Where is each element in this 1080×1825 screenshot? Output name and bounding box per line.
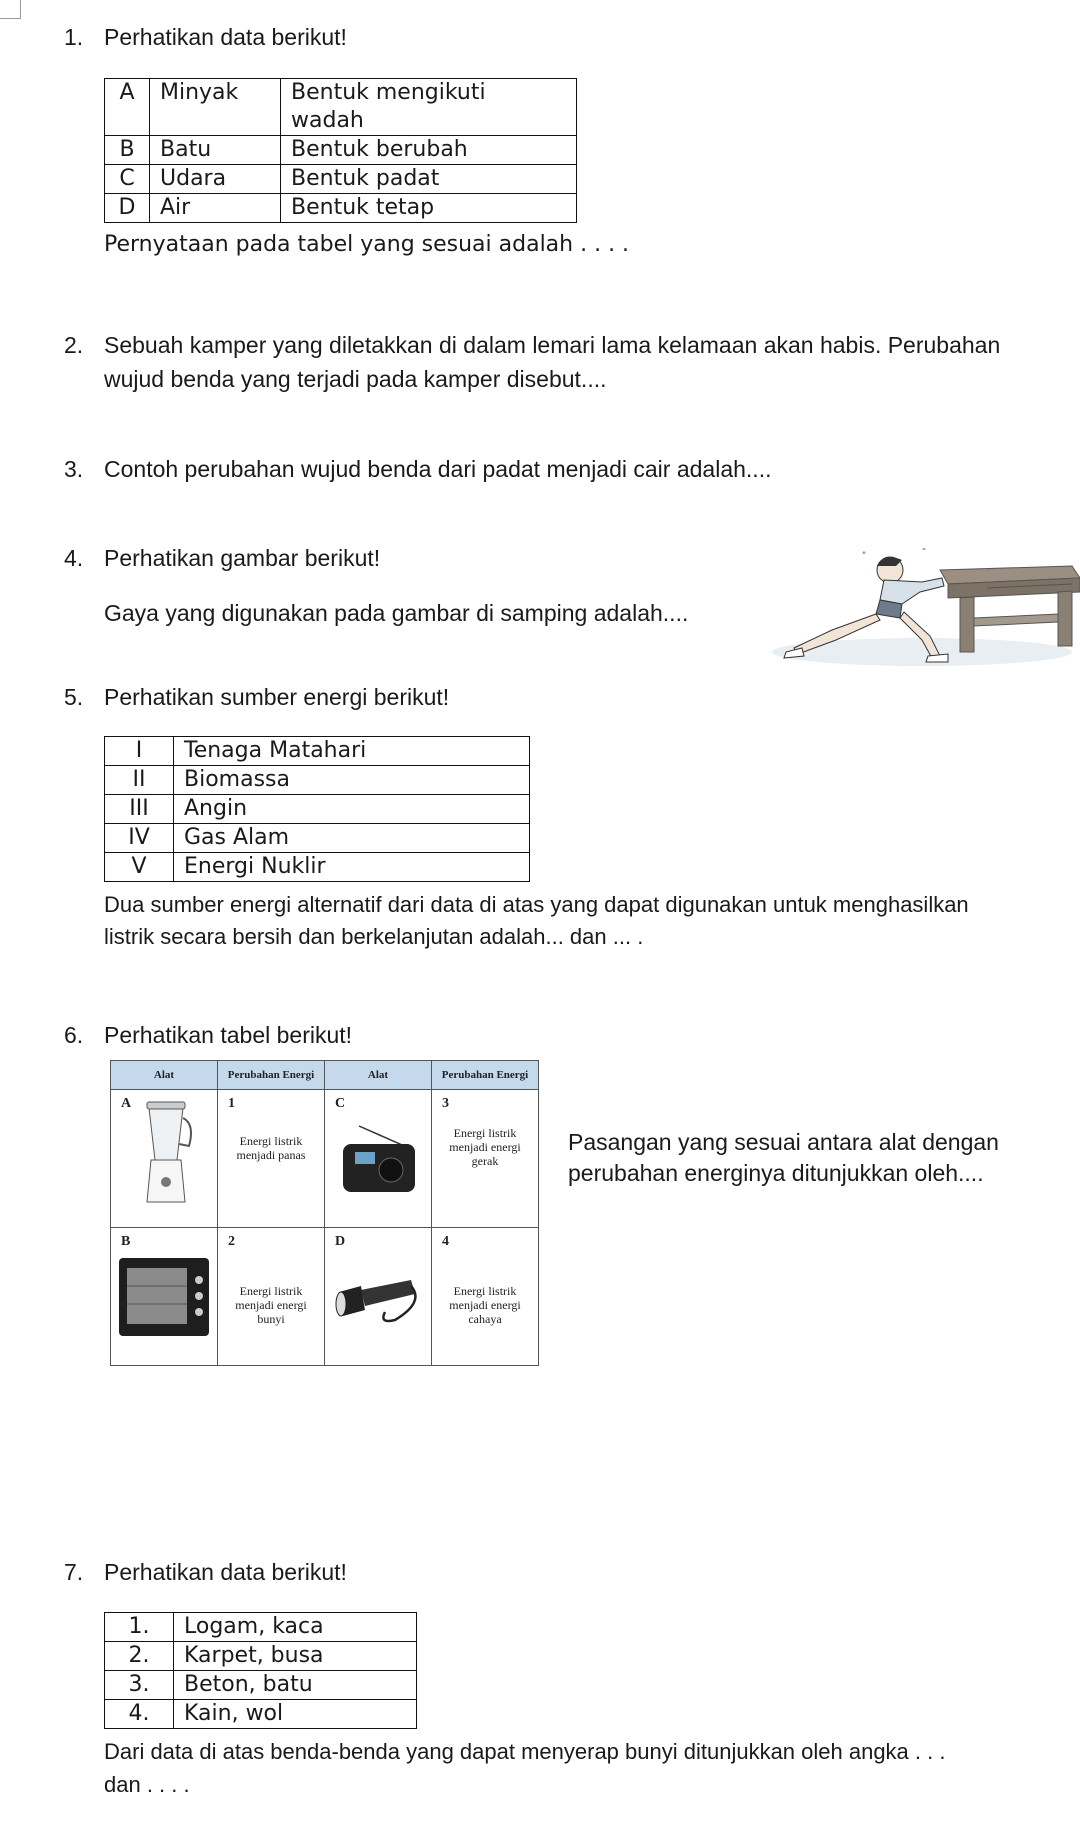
table-row: I Tenaga Matahari [105, 737, 530, 766]
q7-table [104, 1612, 417, 1729]
q6-question-line2: perubahan energinya ditunjukkan oleh.... [568, 1160, 984, 1186]
table-row: A Minyak Bentuk mengikuti wadah [105, 79, 577, 136]
table-row: V Energi Nuklir [105, 853, 530, 882]
cell-3: 3 Energi listrik menjadi energi gerak [432, 1090, 539, 1228]
table-row: III Angin [105, 795, 530, 824]
q5-table [104, 736, 530, 882]
table-row: 4. Kain, wol [105, 1700, 417, 1729]
table-row [111, 1228, 539, 1366]
cell-2: 2 Energi listrik menjadi energi bunyi [218, 1228, 325, 1366]
q1-question: Pernyataan pada tabel yang sesuai adalah . . . . [104, 232, 630, 257]
question-3: 3. Contoh perubahan wujud benda dari padat menjadi cair adalah.... [64, 456, 772, 482]
q5-question-line2: listrik secara bersih dan berkelanjutan adalah... dan ... . [104, 924, 644, 949]
cell-a: A [111, 1090, 218, 1228]
svg-text:": " [922, 548, 927, 557]
table-row: II Biomassa [105, 766, 530, 795]
boy-pushing-table-illustration [772, 548, 1080, 668]
q1-table [104, 78, 577, 223]
cell-b: B [111, 1228, 218, 1366]
q7-question-line2: dan . . . . [104, 1772, 190, 1797]
table-row: 3. Beton, batu [105, 1671, 417, 1700]
table-row: 2. Karpet, busa [105, 1642, 417, 1671]
table-row: 1. Logam, kaca [105, 1613, 417, 1642]
cell-1: 1 Energi listrik menjadi panas [218, 1090, 325, 1228]
question-4-question: Gaya yang digunakan pada gambar di samping adalah.... [104, 600, 689, 626]
energy-table [110, 1060, 539, 1366]
q5-question-line1: Dua sumber energi alternatif dari data di atas yang dapat digunakan untuk menghasilkan [104, 892, 969, 917]
cell-c: C [325, 1090, 432, 1228]
cell-4: 4 Energi listrik menjadi energi cahaya [432, 1228, 539, 1366]
question-6-title: 6. Perhatikan tabel berikut! [64, 1022, 353, 1048]
page-corner-mark [0, 0, 21, 19]
q6-question-line1: Pasangan yang sesuai antara alat dengan [568, 1129, 999, 1155]
question-5-title: 5. Perhatikan sumber energi berikut! [64, 684, 450, 710]
table-row: C Udara Bentuk padat [105, 165, 577, 194]
table-row: IV Gas Alam [105, 824, 530, 853]
question-7-title: 7. Perhatikan data berikut! [64, 1559, 347, 1585]
svg-text:": " [862, 551, 867, 561]
question-2-line1: 2. Sebuah kamper yang diletakkan di dalam lemari lama kelamaan akan habis. Perubahan [64, 332, 1001, 358]
q7-question-line1: Dari data di atas benda-benda yang dapat menyerap bunyi ditunjukkan oleh angka . . . [104, 1739, 946, 1764]
table-header-row: Alat Perubahan Energi Alat Perubahan Energi [111, 1061, 539, 1090]
question-4-title: 4. Perhatikan gambar berikut! [64, 545, 381, 571]
table-row: D Air Bentuk tetap [105, 194, 577, 223]
cell-d: D [325, 1228, 432, 1366]
question-1-title: 1. Perhatikan data berikut! [64, 24, 347, 50]
table-row: B Batu Bentuk berubah [105, 136, 577, 165]
table-row [111, 1090, 539, 1228]
question-2-line2: wujud benda yang terjadi pada kamper disebut.... [104, 366, 607, 392]
